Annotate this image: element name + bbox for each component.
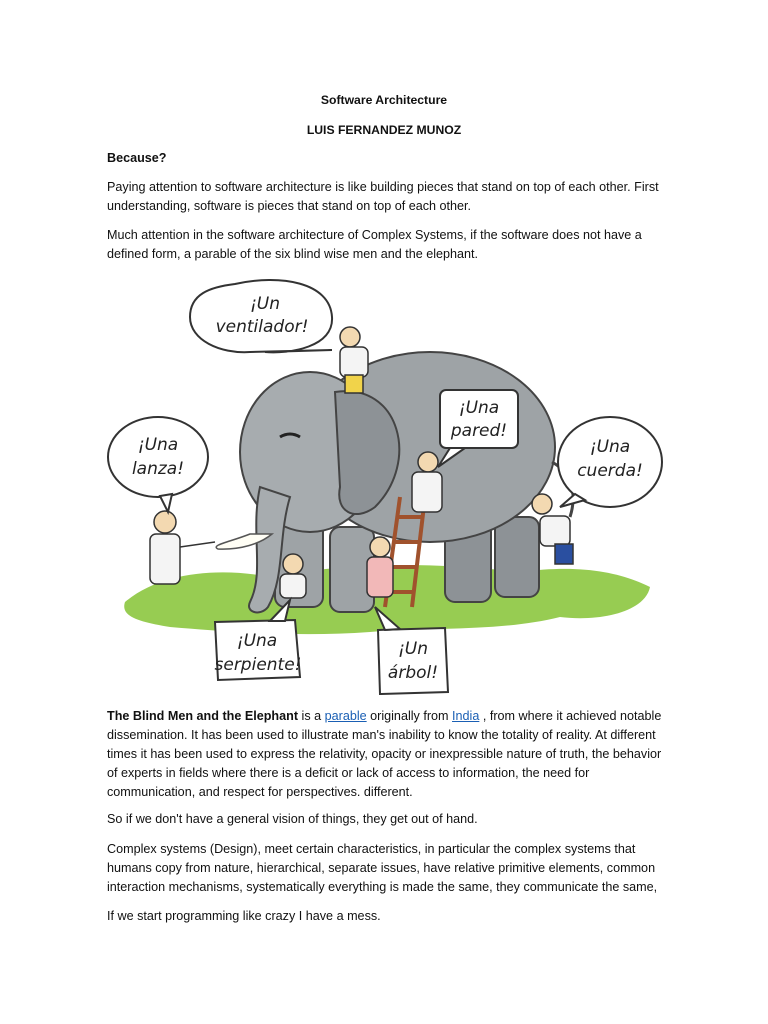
bubble-serpiente-line1: ¡Una — [236, 631, 278, 651]
bubble-ventilador-line2: ventilador! — [215, 317, 309, 337]
paragraph-intro: Paying attention to software architecture is like building pieces that stand on top of each other. First understanding, software is pieces that stand on top of each other. — [107, 180, 659, 213]
bubble-ventilador-line1: ¡Un — [249, 294, 281, 314]
speech-bubble-cuerda — [558, 417, 662, 507]
blind-man-snake — [280, 554, 306, 598]
bubble-serpiente-line2: serpiente! — [214, 655, 302, 675]
bubble-pared-line1: ¡Una — [458, 398, 500, 418]
bubble-arbol-line2: árbol! — [387, 663, 439, 683]
india-link[interactable]: India — [452, 709, 480, 723]
speech-bubble-lanza — [108, 417, 208, 512]
document-title: Software Architecture — [320, 93, 448, 107]
section-heading: Because? — [107, 151, 167, 165]
bubble-cuerda-line1: ¡Una — [589, 437, 631, 457]
bubble-lanza-line2: lanza! — [131, 459, 185, 479]
parable-text-2: originally from — [366, 709, 453, 723]
parable-text-1: is a — [298, 709, 325, 723]
paragraph-programming: If we start programming like crazy I have a mess. — [107, 909, 381, 923]
parable-title: The Blind Men and the Elephant — [107, 709, 299, 723]
parable-link[interactable]: parable — [324, 709, 367, 723]
elephant-leg-back2 — [495, 517, 539, 597]
bubble-cuerda-line2: cuerda! — [577, 461, 643, 481]
blind-men-elephant-illustration — [100, 272, 670, 700]
parable-text-3: , from where it achieved notable dissemination. It has been used to illustrate man's inability to know the totality of reality. At different times it has been used to express the relativity, opacity or inexpressible nature of truth, the behavior of experts in fields where there is a deficit or lack of access to information, the need for communication, and respect for perspectives. different. — [107, 709, 662, 799]
paragraph-complex-systems: Much attention in the software architecture of Complex Systems, if the software does not have a defined form, a parable of the six blind wise men and the elephant. — [107, 228, 642, 261]
paragraph-general-vision: So if we don't have a general vision of things, they get out of hand. — [107, 812, 478, 826]
bubble-arbol-line1: ¡Un — [397, 639, 429, 659]
speech-bubble-ventilador — [190, 280, 332, 352]
blind-man-tree — [367, 537, 393, 597]
document-author: LUIS FERNANDEZ MUNOZ — [306, 123, 462, 137]
bubble-pared-line2: pared! — [450, 421, 508, 441]
paragraph-parable — [107, 707, 667, 802]
bubble-lanza-line1: ¡Una — [137, 435, 179, 455]
paragraph-complex-design: Complex systems (Design), meet certain characteristics, in particular the complex systems that humans copy from nature, hierarchical, separate issues, have relative primitive elements, common interaction mechanisms, systematically everything is made the same, they communicate the same, — [107, 842, 658, 894]
